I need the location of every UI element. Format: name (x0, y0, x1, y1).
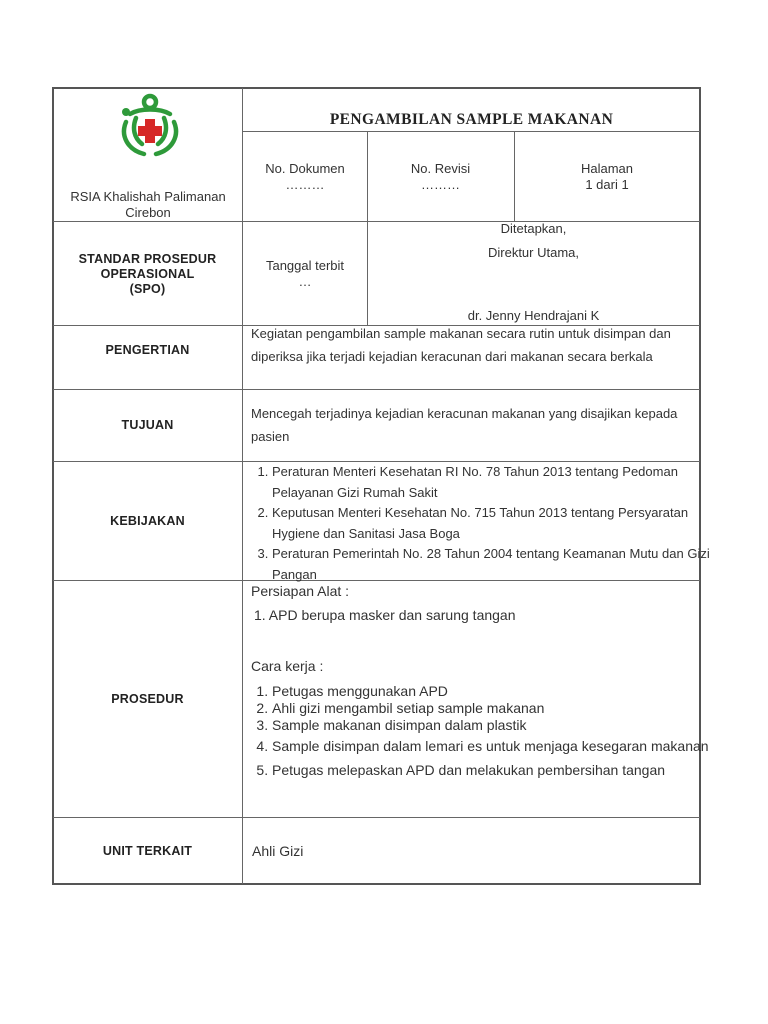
steps-heading: Cara kerja : (251, 658, 324, 674)
list-item: 1. Petugas menggunakan APD (272, 683, 722, 700)
list-item: 2. Keputusan Menteri Kesehatan No. 715 Tahun 2013 tentang Persyaratan Hygiene dan Sanitasi Jasa Boga (272, 503, 712, 544)
tujuan-text: Mencegah terjadinya kejadian keracunan makanan yang disajikan kepada pasien (251, 406, 678, 444)
list-item: 5. Petugas melepaskan APD dan melakukan pembersihan tangan (272, 758, 722, 782)
revision-value: ……… (421, 177, 460, 192)
row-divider-title (243, 131, 700, 132)
list-item: 2. Ahli gizi mengambil setiap sample makanan (272, 700, 722, 717)
hospital-logo-icon (112, 92, 188, 160)
kebijakan-label: KEBIJAKAN (110, 514, 185, 528)
org-name: RSIA Khalishah Palimanan Cirebon (70, 189, 226, 220)
doc-number-value: ……… (285, 177, 325, 192)
revision-label: No. Revisi (410, 161, 471, 176)
steps-list (244, 683, 722, 782)
issue-date-value: … (298, 274, 312, 289)
row-divider-pengertian (53, 389, 700, 390)
unit-terkait-label: UNIT TERKAIT (102, 844, 193, 858)
row-divider-prosedur (53, 817, 700, 818)
page-label: Halaman (580, 161, 634, 176)
director-title: Direktur Utama, (487, 245, 580, 260)
document-title: PENGAMBILAN SAMPLE MAKANAN (329, 111, 614, 128)
list-item: 1. Peraturan Menteri Kesehatan RI No. 78 Tahun 2013 tentang Pedoman Pelayanan Gizi Rumah Sakit (272, 462, 712, 503)
list-item: 4. Sample disimpan dalam lemari es untuk menjaga kesegaran makanan (272, 734, 722, 758)
tujuan-label: TUJUAN (121, 418, 174, 432)
prosedur-label: PROSEDUR (111, 692, 184, 706)
spo-label-line1: STANDAR PROSEDUR (78, 252, 217, 266)
spo-label-line3: (SPO) (129, 282, 166, 296)
director-name: dr. Jenny Hendrajani K (467, 308, 600, 323)
column-divider-main (242, 88, 243, 884)
prep-item: 1. APD berupa masker dan sarung tangan (254, 607, 516, 623)
pengertian-label: PENGERTIAN (105, 343, 190, 357)
kebijakan-list (244, 462, 712, 585)
issue-date-label: Tanggal terbit (265, 258, 345, 273)
list-item: 3. Sample makanan disimpan dalam plastik (272, 717, 722, 734)
approved-label: Ditetapkan, (500, 221, 567, 236)
list-item: 3. Peraturan Pemerintah No. 28 Tahun 2004 tentang Keamanan Mutu dan Gizi Pangan (272, 544, 712, 585)
doc-number-label: No. Dokumen (265, 161, 345, 176)
page-value: 1 dari 1 (585, 177, 629, 192)
prep-heading: Persiapan Alat : (251, 583, 350, 599)
spo-label-line2: OPERASIONAL (100, 267, 195, 281)
unit-terkait-value: Ahli Gizi (252, 843, 304, 859)
pengertian-text: Kegiatan pengambilan sample makanan secara rutin untuk disimpan dan diperiksa jika terjadi kejadian keracunan dari makanan secara berkala (251, 326, 671, 364)
